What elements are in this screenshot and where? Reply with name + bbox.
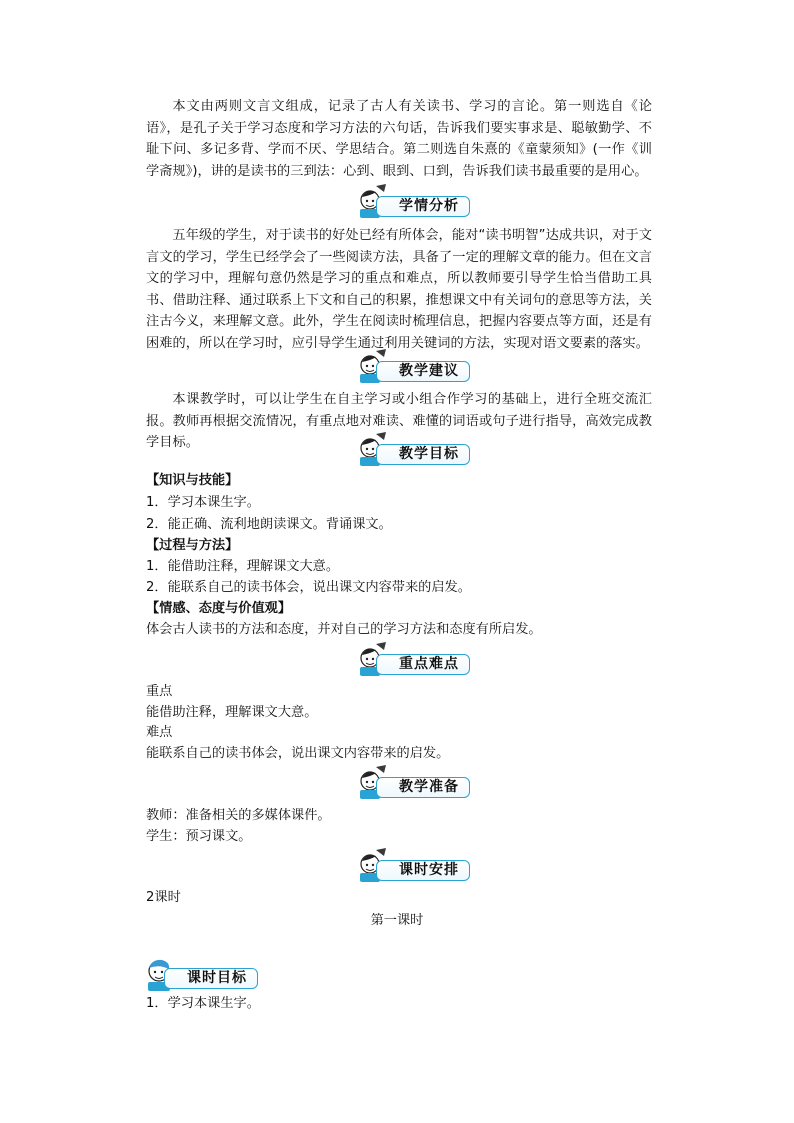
key-heading: 重点 [146,684,173,699]
section-title: 课时安排 [376,860,470,881]
difficulty-heading: 难点 [146,725,173,740]
section-title: 课时目标 [164,968,258,989]
goals-knowledge-item: 1．学习本课生字。 [146,495,260,510]
suggestion-paragraph: 本课教学时，可以让学生在自主学习或小组合作学习的基础上，进行全班交流汇报。教师再根据交流情况，有重点地对难读、难懂的词语或句子进行指导，高效完成教学目标。 [146,392,652,451]
section-title: 教学准备 [376,777,470,798]
goals-knowledge-heading: 【知识与技能】 [146,473,239,488]
section-title: 学情分析 [376,196,470,217]
section-title: 教学建议 [376,361,470,382]
intro-paragraph: 本文由两则文言文组成，记录了古人有关读书、学习的言论。第一则选自《论语》，是孔子关于学习态度和学习方法的六句话，告诉我们要实事求是、聪敏勤学、不耻下问、多记多背、学而不厌、学思结合。第二则选自朱熹的《童蒙须知》(一作《训学斋规》)，讲的是读书的三到法：心到、眼到、口到，告诉我们读书最重要的是用心。 [146,99,652,179]
lesson-goal-item: 1．学习本课生字。 [146,996,260,1011]
section-title: 教学目标 [376,444,470,465]
prep-student: 学生：预习课文。 [146,829,252,844]
goals-emotion-item: 体会古人读书的方法和态度，并对自己的学习方法和态度有所启发。 [146,622,542,637]
goals-emotion-heading: 【情感、态度与价值观】 [146,601,292,616]
schedule-count: 2课时 [146,890,181,905]
goals-process-item: 2．能联系自己的读书体会，说出课文内容带来的启发。 [146,580,471,595]
lesson-heading: 第一课时 [370,913,424,928]
goals-process-item: 1．能借助注释，理解课文大意。 [146,559,340,574]
goals-knowledge-item: 2．能正确、流利地朗读课文。背诵课文。 [146,517,392,532]
prep-teacher: 教师：准备相关的多媒体课件。 [146,808,331,823]
key-text: 能借助注释，理解课文大意。 [146,705,318,720]
difficulty-text: 能联系自己的读书体会，说出课文内容带来的启发。 [146,746,450,761]
analysis-paragraph: 五年级的学生，对于读书的好处已经有所体会，能对“读书明智”达成共识，对于文言文的学习，学生已经学会了一些阅读方法，具备了一定的理解文章的能力。但在文言文的学习中，理解句意仍然是学习的重点和难点，所以教师要引导学生恰当借助工具书、借助注释、通过联系上下文和自己的积累，推想课文中有关词句的意思等方法，关注古今义，来理解文意。此外，学生在阅读时梳理信息，把握内容要点等方面，还是有困难的，所以在学习时，应引导学生通过利用关键词的方法，实现对语文要素的落实。 [146,228,652,351]
section-title: 重点难点 [376,654,470,675]
goals-process-heading: 【过程与方法】 [146,538,239,553]
